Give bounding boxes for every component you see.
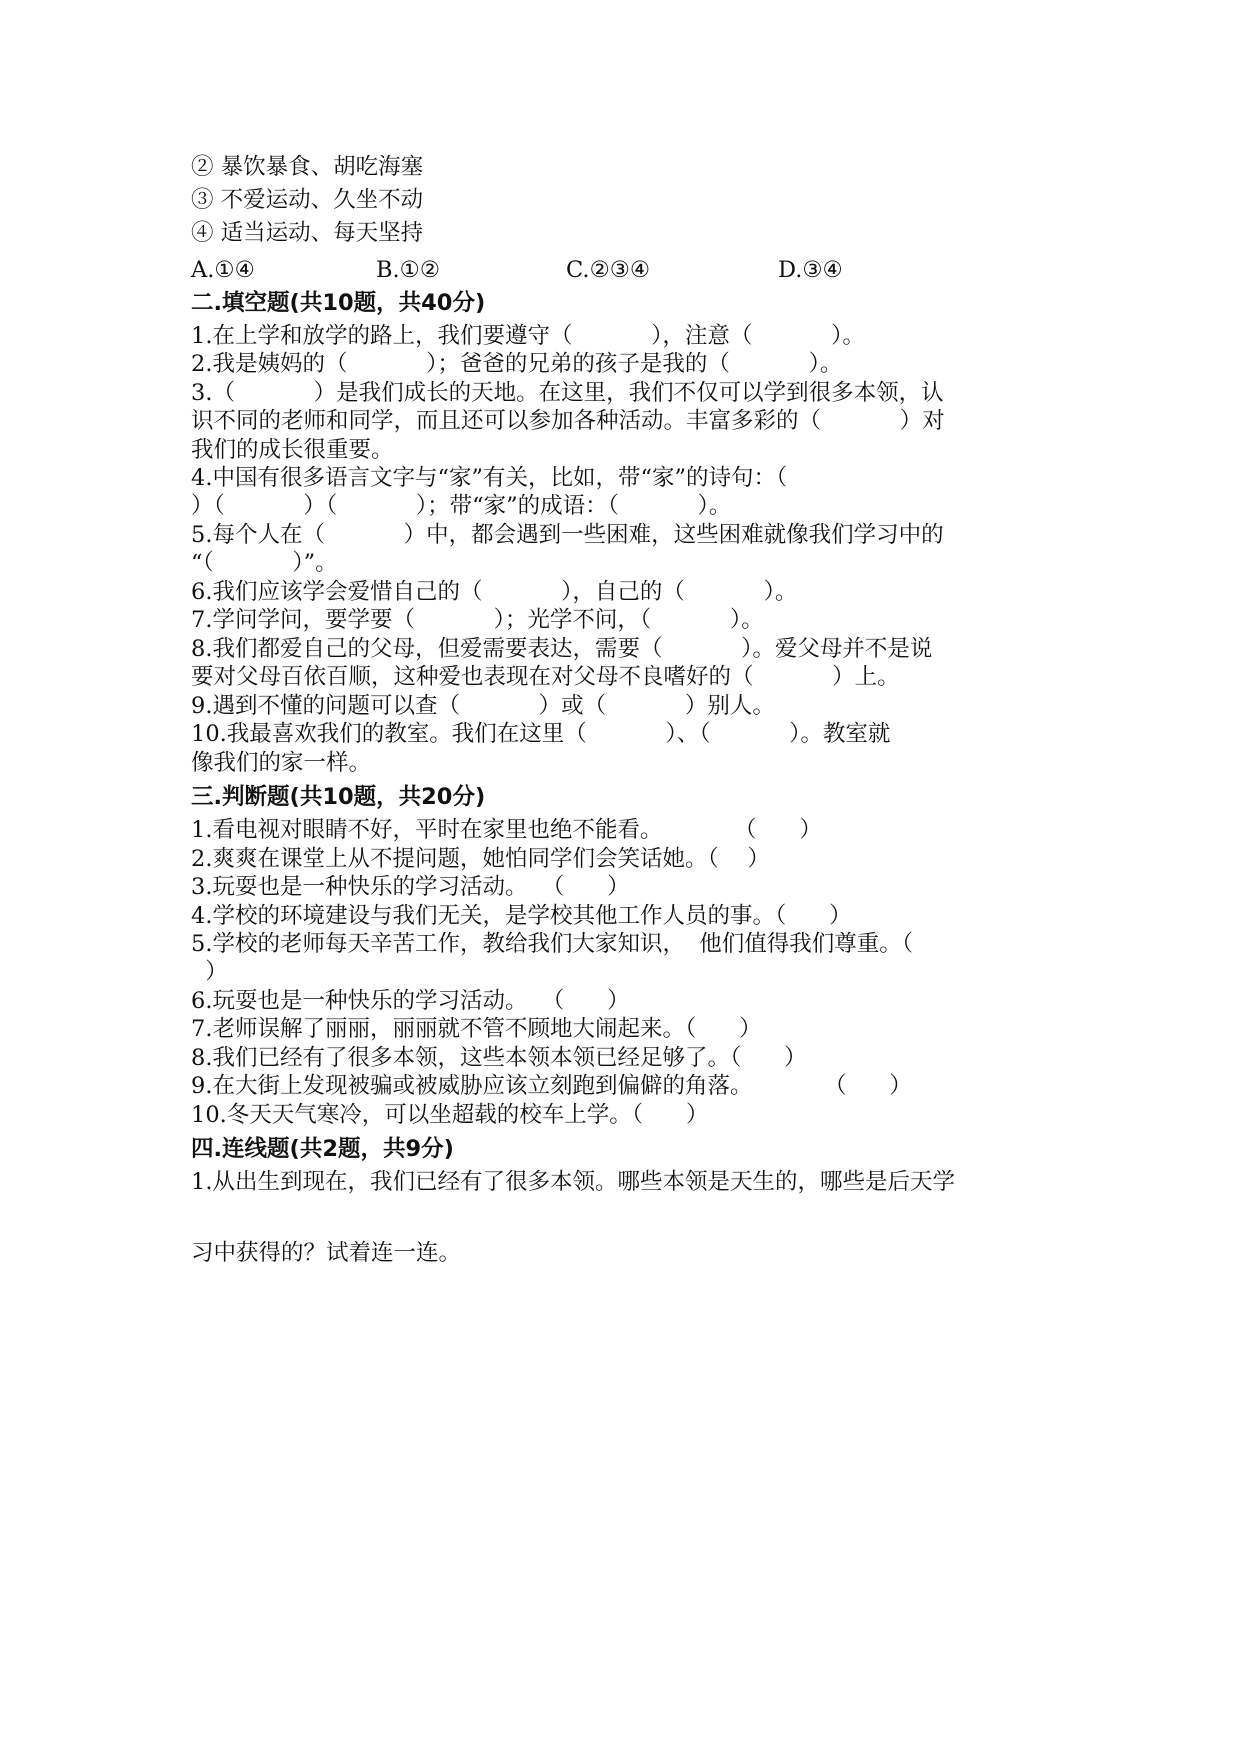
fill-line: 2.我是姨妈的（ ）；爸爸的兄弟的孩子是我的（ ）。 <box>191 351 843 377</box>
judge-line: 6.玩耍也是一种快乐的学习活动。 （ ） <box>191 988 630 1014</box>
judge-line: 10.冬天天气寒冷，可以坐超载的校车上学。（ ） <box>191 1102 709 1128</box>
choice-item-4: ④ 适当运动、每天坚持 <box>191 220 424 246</box>
fill-line: 像我们的家一样。 <box>191 750 372 776</box>
judge-line: 5.学校的老师每天辛苦工作，教给我们大家知识， 他们值得我们尊重。（ <box>191 931 914 957</box>
fill-line: 3.（ ）是我们成长的天地。在这里，我们不仅可以学到很多本领，认 <box>191 380 944 406</box>
fill-line: ）（ ）（ ）；带“家”的成语：（ ）。 <box>191 493 732 519</box>
choice-item-3: ③ 不爱运动、久坐不动 <box>191 187 424 213</box>
judge-heading: 三.判断题(共10题，共20分) <box>191 784 486 810</box>
option-a: A.①④ <box>191 257 255 283</box>
fill-line: 1.在上学和放学的路上，我们要遵守（ ），注意（ ）。 <box>191 323 865 349</box>
fill-line: 8.我们都爱自己的父母，但爱需要表达，需要（ ）。爱父母并不是说 <box>191 636 933 662</box>
fill-line: 4.中国有很多语言文字与“家”有关，比如，带“家”的诗句：（ <box>191 465 788 491</box>
match-heading: 四.连线题(共2题，共9分) <box>191 1136 454 1162</box>
fill-heading: 二.填空题(共10题，共40分) <box>191 290 486 316</box>
fill-line: 9.遇到不懂的问题可以查（ ）或（ ）别人。 <box>191 693 775 719</box>
fill-line: 7.学问学问，要学要（ ）；光学不问，（ ）。 <box>191 607 764 633</box>
fill-line: 10.我最喜欢我们的教室。我们在这里（ ）、（ ）。教室就 <box>191 721 891 747</box>
judge-line: 2.爽爽在课堂上从不提问题，她怕同学们会笑话她。（ ） <box>191 846 770 872</box>
fill-line: 识不同的老师和同学，而且还可以参加各种活动。丰富多彩的（ ）对 <box>191 408 945 434</box>
option-b: B.①② <box>376 257 441 283</box>
fill-line: “（ ）”。 <box>191 550 338 576</box>
option-c: C.②③④ <box>566 257 651 283</box>
fill-line: 6.我们应该学会爱惜自己的（ ），自己的（ ）。 <box>191 579 798 605</box>
judge-line: 8.我们已经有了很多本领，这些本领本领已经足够了。（ ） <box>191 1045 807 1071</box>
fill-line: 要对父母百依百顺，这种爱也表现在对父母不良嗜好的（ ）上。 <box>191 664 900 690</box>
match-line: 1.从出生到现在，我们已经有了很多本领。哪些本领是天生的，哪些是后天学 <box>191 1169 955 1195</box>
judge-line: ） <box>191 959 228 985</box>
judge-line: 3.玩耍也是一种快乐的学习活动。 （ ） <box>191 874 630 900</box>
judge-line: 4.学校的环境建设与我们无关，是学校其他工作人员的事。（ ） <box>191 903 852 929</box>
judge-line: 1.看电视对眼睛不好，平时在家里也绝不能看。 （ ） <box>191 817 822 843</box>
judge-line: 9.在大街上发现被骗或被威胁应该立刻跑到偏僻的角落。 （ ） <box>191 1073 912 1099</box>
option-d: D.③④ <box>778 257 843 283</box>
fill-line: 我们的成长很重要。 <box>191 437 394 463</box>
match-line: 习中获得的？试着连一连。 <box>191 1240 462 1266</box>
fill-line: 5.每个人在（ ）中，都会遇到一些困难，这些困难就像我们学习中的 <box>191 522 944 548</box>
choice-item-2: ② 暴饮暴食、胡吃海塞 <box>191 154 424 180</box>
judge-line: 7.老师误解了丽丽，丽丽就不管不顾地大闹起来。（ ） <box>191 1016 762 1042</box>
